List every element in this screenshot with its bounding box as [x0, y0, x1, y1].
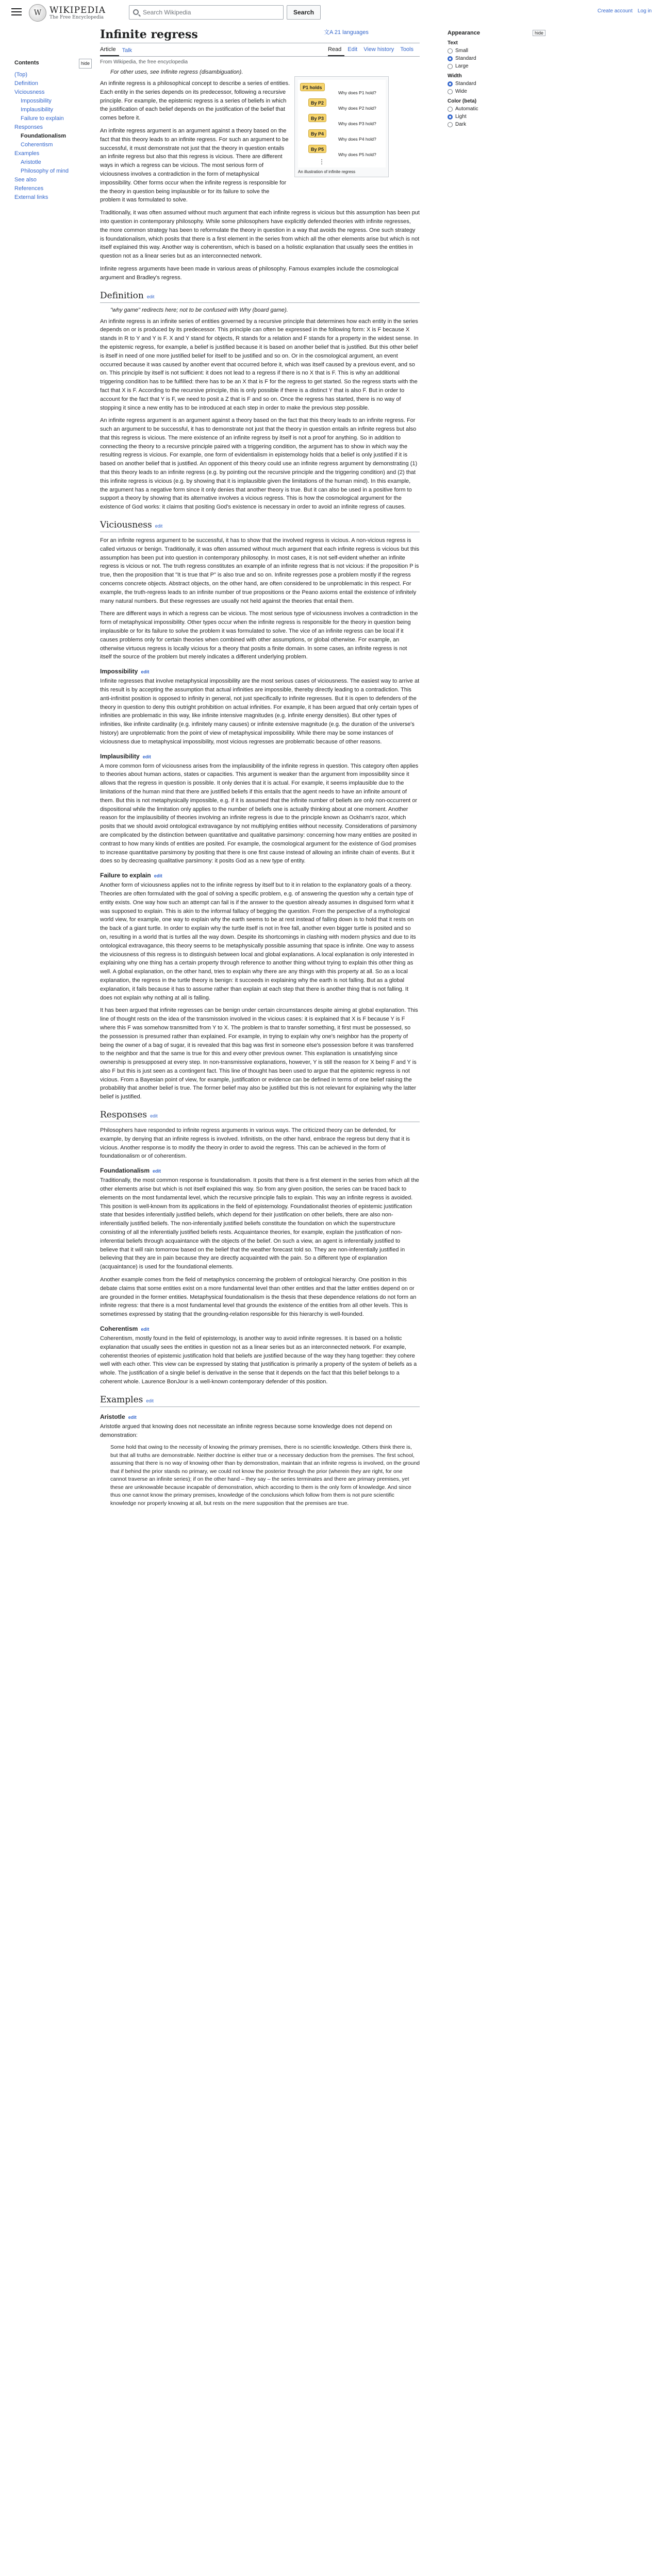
appearance-hide-button[interactable]: hide [533, 30, 545, 36]
appearance-option[interactable] [448, 63, 545, 69]
subsection-heading [100, 872, 420, 879]
radio-button[interactable] [448, 122, 453, 127]
option-label: Large [455, 63, 469, 69]
tab-article[interactable]: Article [100, 44, 119, 56]
appearance-panel [448, 30, 545, 129]
toc-item-label: Examples [14, 150, 40, 157]
regress-diagram[interactable] [298, 80, 386, 167]
option-label: Wide [455, 89, 467, 94]
section-paragraph: An infinite regress argument is an argument against a theory based on the fact that this theory leads to an infinite regress. For such an argument to be successful, it has to demonstrate not just that the theory in question entails an infinite regress but also that this regress is vicious. The mere existence of an infinite regress by itself is not a proof for anything. So in addition to connecting the theory to a recursive principle paired with a triggering condition, the argument has to show in which way the resulting regress is vicious. For example, one form of evidentialism in epistemology holds that a belief is only justified if it is based on another belief that is justified. An opponent of this theory could use an infinite regress argument by demonstrating (1) that this theory leads to an infinite regress (e.g. by pointing out the recursive principle and the triggering condition) and (2) that this infinite regress is vicious (e.g. by showing that it is implausible given the limitations of the human mind). In this example, the argument has a negative form since it only denies that another theory is true. But it can also be used in a positive form to support a theory by showing that its alternative involves a vicious regress. This is how the cosmological argument for the existence of God works: it claims that positing God's existence is necessary in order to avoid an infinite regress of causes. [100, 417, 418, 511]
site-sub: From Wikipedia, the free encyclopedia [100, 59, 188, 65]
page-title: Infinite regress [100, 25, 420, 43]
toc-item[interactable] [14, 106, 92, 114]
section-title: Examples [100, 1394, 143, 1405]
diagram-node: P1 holds [300, 83, 325, 91]
appearance-header [448, 30, 545, 36]
section-title: Responses [100, 1110, 147, 1121]
toc-header [14, 59, 92, 69]
appearance-title: Appearance [448, 30, 480, 36]
subsection-paragraph: Another form of viciousness applies not to the infinite regress by itself but to it in relation to the explanatory goals of a theory. Theories are often formulated with the goal of solving a specific problem, e.g. of answering the question why a certain type of entity exists. One way how such an attempt can fail is if the answer to the question already assumes in disguised form what it was supposed to explain. This is akin to the informal fallacy of begging the question. From the perspective of a mythological world view, for example, one way to explain why the earth seems to be at rest instead of falling down is to hold that it rests on the back of a giant turtle. In order to explain why the turtle itself is not in free fall, another even bigger turtle is posited and so on, resulting in a world that is turtles all the way down. Despite its shortcomings in clashing with modern physics and due to its ontological extravagance, this theory seems to be metaphysically possible assuming that space is infinite. One way to assess the viciousness of this regress is to distinguish between local and global explanations. A local explanation is only interested in explaining why one thing has a certain property through reference to another thing without trying to explain this other thing as well. A global explanation, on the other hand, tries to explain why there are any things with this property at all. So as a local explanation, the regress in the turtle theory is benign: it succeeds in explaining why the earth is not falling. But as a global explanation, it fails because it has to assume rather than explain at each step that there is another thing that is not falling. It does not explain why nothing at all is falling. [100, 882, 416, 1001]
intro-paragraph: Infinite regress arguments have been made in various areas of philosophy. Famous examples include the cosmological argument and Bradley's regress. [100, 265, 399, 281]
diagram-node: By P2 [308, 98, 326, 107]
toc-item[interactable] [14, 114, 92, 123]
option-label: Light [455, 114, 467, 120]
appearance-option[interactable] [448, 89, 545, 94]
text-size-label: Text [448, 40, 458, 46]
subsection-edit-link[interactable]: edit [142, 754, 151, 759]
toc-item[interactable] [14, 79, 92, 88]
diagram-question: Why does P4 hold? [338, 137, 376, 142]
subsection-paragraph: Another example comes from the field of metaphysics concerning the problem of ontological hierarchy. One position in this debate claims that some entities exist on a more fundamental level than other entities and that the latter entities depend on or are grounded in the former entities. Metaphysical foundationalism is the thesis that these dependence relations do not form an infinite regress: that there is a most fundamental level that grounds the existence of the entities from all other levels. This is sometimes expressed by stating that the grounding-relation responsible for this hierarchy is well-founded. [100, 1277, 417, 1318]
hatnote: For other uses, see Infinite regress (disambiguation). [110, 69, 243, 75]
section-heading [100, 1110, 420, 1122]
ellipsis: ⋮ [319, 158, 325, 165]
blockquote: Some hold that owing to the necessity of knowing the primary premises, there is no scientific knowledge. Others think there is, but that all truths are demonstrable. Neither doctrine is either true or a necessary deduction from the premises. The first school, assuming that there is no way of knowing other than by demonstration, maintain that an infinite regress is involved, on the ground that if behind the prior stands no primary, we could not know the posterior through the prior (wherein they are right, for one cannot traverse an infinite series); if on the other hand – they say – the series terminates and there are primary premises, yet these are unknowable because incapable of demonstration, which according to them is the only form of knowledge. And since thus one cannot know the primary premises, knowledge of the conclusions which follow from them is not pure scientific knowledge nor properly knowing at all, but rests on the mere supposition that the premises are true. [110, 1444, 420, 1506]
toc-item[interactable] [14, 88, 92, 97]
subsection-edit-link[interactable]: edit [141, 1327, 150, 1332]
toc-list [14, 71, 92, 202]
section-paragraph: Philosophers have responded to infinite regress arguments in various ways. The criticized theory can be defended, for example, by denying that an infinite regress is involved. Infinitists, on the other hand, embrace the regress but deny that it is vicious. Another response is to modify the theory in order to avoid the regress. This can be achieved in the form of foundationalism or of coherentism. [100, 1127, 410, 1160]
width-options [448, 81, 545, 94]
appearance-option[interactable] [448, 114, 545, 120]
option-label: Standard [455, 81, 476, 87]
subsection-heading [100, 753, 420, 760]
tab-edit[interactable]: Edit [347, 46, 358, 53]
toc-item-label: Definition [14, 80, 38, 87]
appearance-option[interactable] [448, 122, 545, 127]
subsection-edit-link[interactable]: edit [153, 1168, 161, 1174]
diagram-node: By P5 [308, 145, 326, 153]
intro [100, 79, 291, 205]
toc-item-label: Foundationalism [21, 133, 66, 139]
color-options [448, 106, 545, 127]
diagram-node: By P3 [308, 114, 326, 122]
diagram-question: Why does P5 hold? [338, 152, 376, 157]
infobox-figure [294, 76, 389, 177]
toc-item-label: Coherentism [21, 142, 53, 148]
subsection-title: Failure to explain [100, 872, 151, 879]
subsection-heading [100, 1325, 420, 1332]
intro-paragraph: An infinite regress argument is an argument against a theory based on the fact that this theory leads to an infinite regress. For such an argument to be successful, it must demonstrate not just that the theory in question entails an infinite regress but also that this regress is vicious. There are different ways in which a regress can be vicious. The most serious form of viciousness involves a contradiction in the form of metaphysical impossibility. Other forms occur when the infinite regress is responsible for the theory in question being implausible or for its failure to solve the problem it was formulated to solve. [100, 127, 289, 204]
language-icon: 文A [324, 29, 335, 36]
subsection-title: Coherentism [100, 1325, 138, 1333]
toc-item-label: Aristotle [21, 159, 41, 165]
section-title: Definition [100, 290, 144, 301]
toc-item-label: Viciousness [14, 89, 45, 95]
search-icon [133, 9, 139, 15]
section-heading [100, 291, 420, 303]
log-in-link[interactable]: Log in [637, 8, 652, 14]
radio-button[interactable] [448, 48, 453, 54]
section-title: Viciousness [100, 520, 152, 531]
section-heading [100, 520, 420, 532]
toc-item-label: Responses [14, 124, 43, 130]
toc-item[interactable] [14, 97, 92, 106]
subsection-edit-link[interactable]: edit [154, 873, 162, 879]
section-hatnote: "why game" redirects here; not to be confused with Why (board game). [110, 307, 288, 313]
toc-item-label: Impossibility [21, 98, 52, 104]
section-edit-link[interactable]: edit [146, 1398, 154, 1403]
search-button[interactable]: Search [287, 5, 321, 20]
toc-item[interactable] [14, 141, 92, 149]
main-menu-icon[interactable] [10, 6, 23, 19]
section-heading [100, 1395, 420, 1407]
option-label: Standard [455, 56, 476, 61]
sections [100, 291, 420, 1508]
table-of-contents [14, 59, 92, 202]
appearance-option[interactable] [448, 81, 545, 87]
subsection-paragraph: Traditionally, the most common response is foundationalism. It posits that there is a first element in the series from which all the other elements arise but which is not itself explained this way. So from any given position, the series can be traced back to elements on the most fundamental level, which the recursive principle fails to explain. This way an infinite regress is avoided. This position is well-known from its applications in the field of epistemology. Foundationalist theories of epistemic justification state that besides inferentially justified beliefs, which depend for their justification on other beliefs, there are also non-inferentially justified beliefs. The non-inferentially justified beliefs constitute the foundation on which the superstructure consisting of all the inferentially justified beliefs rests. Acquaintance theories, for example, explain the justification of non-inferential beliefs through acquaintance with the objects of the belief. On such a view, an agent is inferentially justified to believe that it will rain tomorrow based on the belief that the weather forecast told so. They are non-inferentially justified in believing that they are in pain because they are directly acquainted with the pain. So a different type of explanation (acquaintance) is used for the foundational elements. [100, 1177, 419, 1270]
appearance-option[interactable] [448, 48, 545, 54]
section-paragraph: An infinite regress is an infinite series of entities governed by a recursive principle that determines how each entity in the series depends on or is produced by its predecessor. This principle can often be expressed in the following form: X is F because X stands in R to Y and Y is F. X and Y stand for objects, R stands for a relation and F stands for a property in the widest sense. In the epistemic regress, for example, a belief is justified because it is based on another belief that is justified. But this other belief is itself in need of one more justified belief for itself to be justified and so on. Or in the cosmological argument, an event occurred because it was caused by another event that occurred before it, which was itself caused by a previous event, and so on. This principle by itself is not sufficient: it does not lead to a regress if there is no X that is F. This is why an additional triggering condition has to be fulfilled: there has to be an X that is F for the regress to get started. So the regress starts with the fact that X is F. According to the recursive principle, this is only possible if there is a distinct Y that is also F. But in order to account for the fact that Y is F, we need to posit a Z that is F and so on. Once the regress has started, there is no way of stopping it since a new entity has to be introduced at each step in order to make the previous step possible. [100, 318, 419, 411]
search-input[interactable] [129, 5, 284, 20]
intro-paragraph: Traditionally, it was often assumed without much argument that each infinite regress is vicious but this assumption has been put into question in contemporary philosophy. While some philosophers have explicitly defended theories with infinite regresses, the more common strategy has been to reformulate the theory in question in a way that avoids the regress. One such strategy is foundationalism, which posits that there is a first element in the series from which all the other elements arise but which is not itself explained this way. Another way is coherentism, which is based on a holistic explanation that usually sees the entities in question not as a linear series but as an interconnected network. [100, 210, 420, 260]
intro-paragraph: An infinite regress is a philosophical concept to describe a series of entities. Each entity in the series depends on its predecessor, following a recursive principle. For example, the epistemic regress is a series of beliefs in which the justification of each belief depends on the justification of the belief that comes before it. [100, 80, 290, 122]
color-label: Color (beta) [448, 98, 477, 104]
tab-history[interactable]: View history [363, 46, 394, 53]
option-label: Automatic [455, 106, 478, 112]
radio-button[interactable] [448, 64, 453, 69]
subsection-paragraph: Aristotle argued that knowing does not necessitate an infinite regress because some knowledge does not depend on demonstration: [100, 1423, 392, 1438]
subsection-heading [100, 668, 420, 675]
option-label: Small [455, 48, 469, 54]
header [0, 0, 662, 25]
wikipedia-logo[interactable] [29, 4, 106, 22]
toc-item[interactable] [14, 158, 92, 167]
subsection-edit-link[interactable]: edit [141, 669, 150, 675]
toc-item[interactable] [14, 123, 92, 132]
subsection-paragraph: Coherentism, mostly found in the field of epistemology, is another way to avoid infinite regresses. It is based on a holistic explanation that usually sees the entities in question not as a linear series but as an interconnected network. For example, coherentist theories of epistemic justification hold that beliefs are justified because of the way they hang together: they cohere well with each other. This view can be expressed by stating that justification is primarily a property of the system of beliefs as a whole. The justification of a single belief is derivative in the sense that it depends on the fact that this belief belongs to a coherent whole. Laurence BonJour is a well-known contemporary defender of this position. [100, 1335, 417, 1385]
option-label: Dark [455, 122, 467, 127]
subsection-edit-link[interactable]: edit [128, 1414, 137, 1420]
toc-item-label: (Top) [14, 72, 28, 78]
radio-button[interactable] [448, 89, 453, 94]
toc-item[interactable] [14, 167, 92, 176]
subsection-title: Impossibility [100, 668, 138, 675]
subsection-title: Aristotle [100, 1413, 125, 1420]
language-count: 21 languages [334, 29, 369, 36]
toc-item-label: Philosophy of mind [21, 168, 69, 174]
subsection-heading [100, 1167, 420, 1174]
diagram-question: Why does P1 hold? [338, 90, 376, 95]
toc-item[interactable] [14, 193, 92, 202]
radio-button[interactable] [448, 107, 453, 112]
subsection-paragraph: It has been argued that infinite regresses can be benign under certain circumstances despite aiming at global explanation. This line of thought rests on the idea of the transmission involved in the vicious cases: it is explained that X is F because Y is F where this F was somehow transmitted from Y to X. The problem is that to transfer something, it first must be possessed, so the possession is presumed rather than explained. For example, in trying to explain why one's neighbor has the property of being the owner of a bag of sugar, it is revealed that this bag was first in someone else's possession before it was transferred to the neighbor and that the same is true for this and every other previous owner. This explanation is unsatisfying since ownership is presupposed at every step. In non-transmissive explanations, however, Y is still the reason for X being F and Y is also F but this is just seen as a contingent fact. This line of thought has been used to argue that the epistemic regress is not vicious. From a Bayesian point of view, for example, justification or evidence can be defined in terms of one belief raising the probability that another belief is true. The former belief may also be justified but this is not relevant for explaining why the latter belief is justified. [100, 1007, 418, 1100]
subsection-paragraph: A more common form of viciousness arises from the implausibility of the infinite regress in question. This category often applies to theories about human actions, states or capacities. This argument is weaker than the argument from impossibility since it allows that the regress in question is possible. It only denies that it is actual. For example, it seems implausible due to the limitations of the human mind that there are justified beliefs if this entails that the agent needs to have an infinite amount of them. But this is not metaphysically impossible, e.g. if it is assumed that the infinite number of beliefs are only non-occurrent or dispositional while the limitation only applies to the number of beliefs one is actually thinking about at one moment. Another reason for the implausibility of theories involving an infinite regress is due to the principle known as Ockham's razor, which posits that we should avoid ontological extravagance by not multiplying entities without necessity. Considerations of parsimony are complicated by the distinction between quantitative and qualitative parsimony: concerning how many entities are posited in contrast to how many kinds of entities are posited. For example, the cosmological argument for the existence of God promises to increase quantitative parsimony by positing that there is one first cause instead of allowing an infinite chain of events. But it does so by decreasing qualitative parsimony: it posits God as a new type of entity. [100, 762, 419, 865]
section-edit-link[interactable]: edit [155, 523, 163, 529]
subsection-heading [100, 1413, 420, 1420]
tab-talk[interactable]: Talk [122, 47, 133, 54]
tab-tools[interactable]: Tools [400, 46, 413, 53]
section-edit-link[interactable]: edit [146, 294, 155, 299]
toc-item-label: See also [14, 177, 37, 183]
toc-item-label: Failure to explain [21, 115, 64, 122]
page-tabs [100, 43, 420, 57]
view-tabs [328, 44, 420, 56]
main-content [100, 25, 420, 1513]
toc-item-label: Implausibility [21, 107, 53, 113]
section-paragraph: There are different ways in which a regress can be vicious. The most serious type of viciousness involves a contradiction in the form of metaphysical impossibility. Other types occur when the infinite regress is responsible for the theory in question being implausible or for its failure to solve the problem it was formulated to solve. The vice of an infinite regress can be local if it causes problems only for certain theories when combined with other assumptions, or global otherwise. For example, an otherwise virtuous regress is locally vicious for a theory that posits a finite domain. In some cases, an infinite regress is not itself the source of the problem but merely indicates a different underlying problem. [100, 611, 418, 660]
toc-title: Contents [14, 60, 39, 66]
toc-item-label: External links [14, 194, 48, 200]
wikipedia-globe-icon: W [29, 4, 46, 22]
subsection-title: Foundationalism [100, 1167, 150, 1175]
wordmark: WIKIPEDIA [49, 5, 106, 15]
toc-item[interactable] [14, 71, 92, 79]
tab-read[interactable]: Read [328, 44, 344, 56]
text-size-options [448, 48, 545, 69]
radio-button[interactable] [448, 81, 453, 87]
section-edit-link[interactable]: edit [150, 1113, 158, 1119]
subsection-paragraph: Infinite regresses that involve metaphysical impossibility are the most serious cases of viciousness. The easiest way to arrive at this result is by accepting the assumption that actual infinities are impossible, thereby directly leading to a contradiction. This anti-infinitist position is opposed to infinity in general, not just specifically to infinite regresses. But it is open to defenders of the theory in question to deny this outright prohibition on actual infinities. For example, it has been argued that only certain types of infinities are problematic in this way, like infinite intensive magnitudes (e.g. infinite energy densities). But other types of infinities, like infinite cardinality (e.g. infinitely many causes) or infinite extensive magnitude (e.g. the duration of the universe's history) are unproblematic from the point of view of metaphysical impossibility. While there may be some instances of viciousness due to metaphysical impossibility, most vicious regresses are problematic because of other reasons. [100, 678, 420, 745]
tagline: The Free Encyclopedia [49, 14, 104, 20]
toc-item[interactable] [14, 184, 92, 193]
toc-hide-button[interactable]: hide [79, 59, 92, 69]
toc-item-label: References [14, 185, 44, 192]
subsection-title: Implausibility [100, 752, 140, 760]
width-label: Width [448, 73, 462, 79]
user-links [598, 8, 652, 14]
diagram-node: By P4 [308, 129, 326, 138]
toc-item[interactable] [14, 176, 92, 184]
diagram-question: Why does P3 hold? [338, 121, 376, 126]
toc-item[interactable] [14, 149, 92, 158]
toc-item[interactable] [14, 132, 92, 141]
intro-wide [100, 209, 420, 282]
radio-button[interactable] [448, 114, 453, 120]
appearance-option[interactable] [448, 106, 545, 112]
figure-caption: An illustration of infinite regress [298, 170, 356, 174]
create-account-link[interactable]: Create account [597, 8, 633, 14]
radio-button[interactable] [448, 56, 453, 61]
section-paragraph: For an infinite regress argument to be successful, it has to show that the involved regress is vicious. A non-vicious regress is called virtuous or benign. Traditionally, it was often assumed without much argument that each infinite regress is vicious but this assumption has been put into question in contemporary philosophy. In most cases, it is not self-evident whether an infinite regress is vicious or not. The truth regress constitutes an example of an infinite regress that is not vicious: if the proposition P is true, then the proposition that "It is true that P" is also true and so on. Infinite regresses pose a problem mostly if the regress concerns concrete objects. Abstract objects, on the other hand, are often considered to be unproblematic in this respect. For example, the truth-regress leads to an infinite number of true propositions or the Peano axioms entail the existence of infinitely many natural numbers. But these regresses are usually not held against the theories that entail them. [100, 537, 420, 604]
appearance-option[interactable] [448, 56, 545, 61]
diagram-question: Why does P2 hold? [338, 106, 376, 111]
search-placeholder: Search Wikipedia [143, 9, 191, 16]
